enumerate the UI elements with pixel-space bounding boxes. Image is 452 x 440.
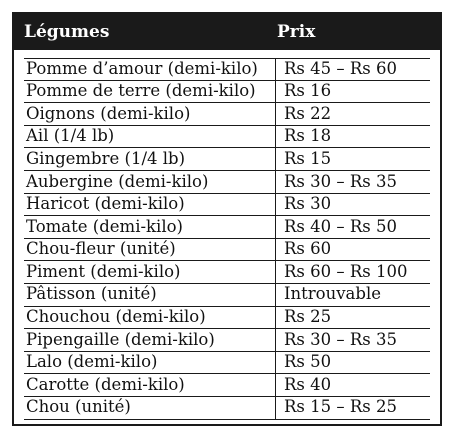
- table-row: [24, 103, 430, 126]
- price-cell: Rs 25: [284, 307, 332, 327]
- price-cell: Rs 15 – Rs 25: [284, 397, 398, 417]
- price-cell: Rs 45 – Rs 60: [284, 59, 398, 79]
- table-header: [14, 14, 440, 50]
- table-row: [24, 58, 430, 81]
- table-body: [24, 58, 430, 420]
- vegetable-name-cell: Pâtisson (unité): [24, 284, 276, 306]
- vegetable-name-cell: Gingembre (1/4 lb): [24, 148, 276, 170]
- table-row: [24, 307, 430, 330]
- table-row: [24, 81, 430, 104]
- vegetable-name-cell: Tomate (demi-kilo): [24, 216, 276, 238]
- vegetable-name-cell: Pomme de terre (demi-kilo): [24, 81, 276, 103]
- table-row: [24, 194, 430, 217]
- table-row: [24, 374, 430, 397]
- price-cell: Introuvable: [284, 284, 381, 304]
- price-cell: Rs 30 – Rs 35: [284, 329, 398, 349]
- table-row: [24, 239, 430, 262]
- vegetable-name-cell: Chouchou (demi-kilo): [24, 307, 276, 329]
- price-cell: Rs 60: [284, 239, 332, 259]
- vegetable-name-cell: Pomme d’amour (demi-kilo): [24, 59, 276, 80]
- vegetable-name-cell: Pipengaille (demi-kilo): [24, 329, 276, 351]
- table-row: [24, 352, 430, 375]
- table-row: [24, 261, 430, 284]
- table-row: [24, 126, 430, 149]
- price-cell: Rs 18: [284, 126, 332, 146]
- table-row: [24, 216, 430, 239]
- price-cell: Rs 30: [284, 194, 332, 214]
- vegetable-name-cell: Aubergine (demi-kilo): [24, 171, 276, 193]
- vegetable-name-cell: Oignons (demi-kilo): [24, 103, 276, 125]
- table-row: [24, 329, 430, 352]
- vegetable-name-cell: Chou-fleur (unité): [24, 239, 276, 261]
- vegetable-name-cell: Carotte (demi-kilo): [24, 374, 276, 396]
- price-cell: Rs 16: [284, 81, 332, 101]
- table-row: [24, 284, 430, 307]
- vegetable-name-cell: Chou (unité): [24, 397, 276, 419]
- header-price: Prix: [277, 22, 316, 42]
- price-cell: Rs 40 – Rs 50: [284, 216, 398, 236]
- table-row: [24, 171, 430, 194]
- price-table: [12, 12, 442, 426]
- price-cell: Rs 40: [284, 374, 332, 394]
- header-vegetables: Légumes: [24, 22, 110, 42]
- table-row: [24, 397, 430, 420]
- price-cell: Rs 22: [284, 103, 332, 123]
- price-cell: Rs 15: [284, 148, 332, 168]
- price-cell: Rs 60 – Rs 100: [284, 261, 408, 281]
- vegetable-name-cell: Ail (1/4 lb): [24, 126, 276, 148]
- vegetable-name-cell: Piment (demi-kilo): [24, 261, 276, 283]
- vegetable-name-cell: Haricot (demi-kilo): [24, 194, 276, 216]
- table-row: [24, 148, 430, 171]
- price-cell: Rs 30 – Rs 35: [284, 171, 398, 191]
- price-cell: Rs 50: [284, 352, 332, 372]
- vegetable-name-cell: Lalo (demi-kilo): [24, 352, 276, 374]
